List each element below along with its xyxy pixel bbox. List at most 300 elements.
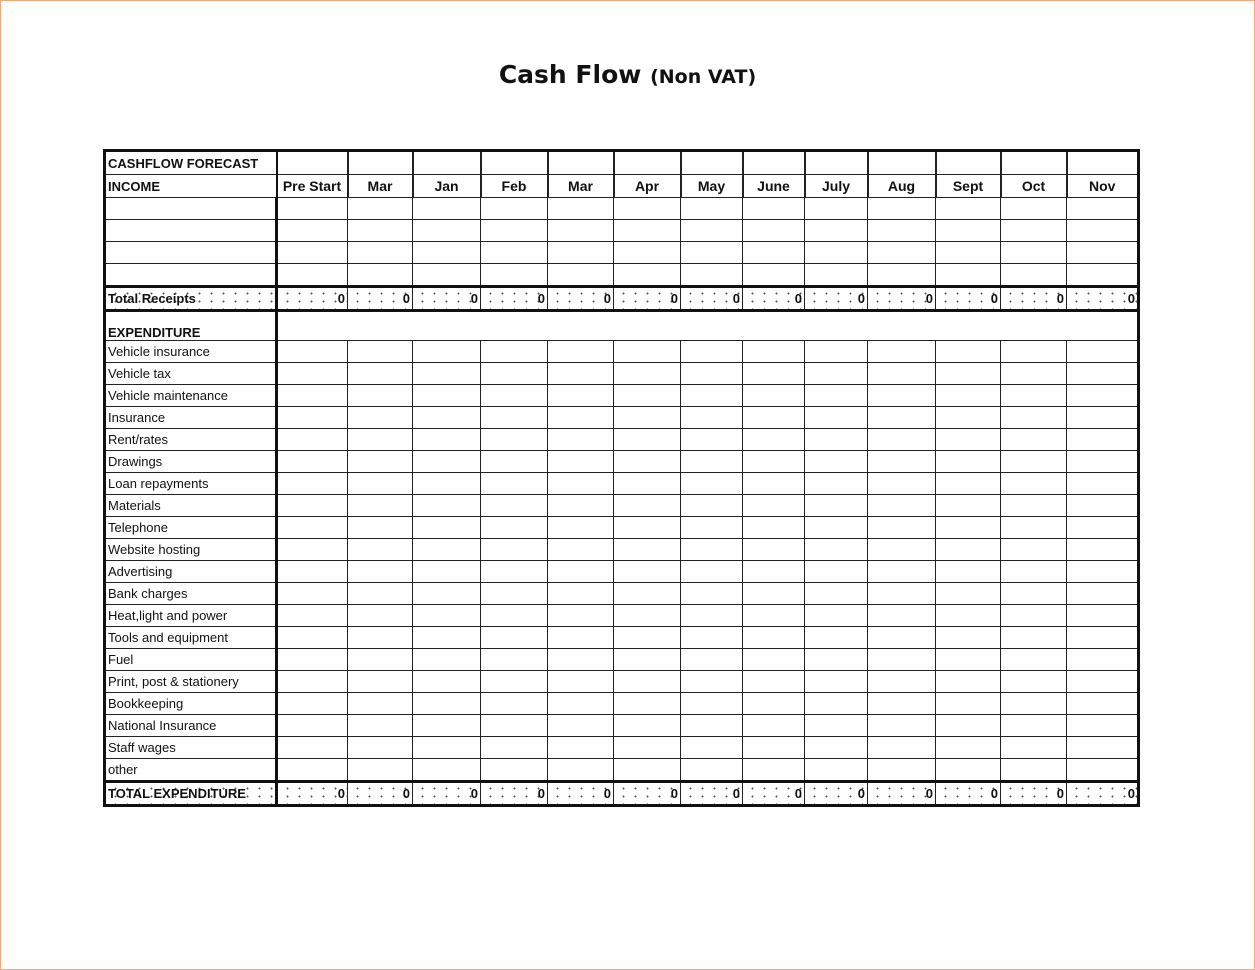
expenditure-cell[interactable] [277,495,348,517]
income-cell[interactable] [348,220,413,242]
expenditure-cell[interactable] [868,495,936,517]
expenditure-cell[interactable] [1067,693,1139,715]
expenditure-cell[interactable] [681,385,743,407]
expenditure-cell[interactable] [805,539,868,561]
expenditure-cell[interactable] [743,429,805,451]
expenditure-cell[interactable] [481,561,548,583]
expenditure-cell[interactable] [481,671,548,693]
income-cell[interactable] [936,220,1001,242]
expenditure-cell[interactable] [1001,539,1067,561]
expenditure-cell[interactable] [936,715,1001,737]
blank-cell[interactable] [1067,151,1139,175]
expenditure-cell[interactable] [277,627,348,649]
income-cell[interactable] [548,198,614,220]
expenditure-cell[interactable] [548,363,614,385]
expenditure-cell[interactable] [614,605,681,627]
income-cell[interactable] [614,264,681,287]
expenditure-cell[interactable] [277,539,348,561]
income-cell[interactable] [614,198,681,220]
expenditure-cell[interactable] [481,737,548,759]
blank-cell[interactable] [868,151,936,175]
income-cell[interactable] [868,220,936,242]
expenditure-cell[interactable] [681,649,743,671]
expenditure-cell[interactable] [805,737,868,759]
expenditure-cell[interactable] [805,583,868,605]
expenditure-cell[interactable] [481,759,548,782]
expenditure-cell[interactable] [614,341,681,363]
expenditure-cell[interactable] [277,429,348,451]
expenditure-cell[interactable] [805,561,868,583]
expenditure-cell[interactable] [743,341,805,363]
income-cell[interactable] [805,198,868,220]
expenditure-cell[interactable] [1001,649,1067,671]
expenditure-cell[interactable] [348,495,413,517]
expenditure-cell[interactable] [413,605,481,627]
expenditure-cell[interactable] [805,715,868,737]
expenditure-cell[interactable] [868,517,936,539]
expenditure-cell[interactable] [805,341,868,363]
income-cell[interactable] [743,220,805,242]
income-cell[interactable] [743,198,805,220]
expenditure-cell[interactable] [1067,759,1139,782]
blank-cell[interactable] [743,151,805,175]
expenditure-cell[interactable] [614,517,681,539]
expenditure-cell[interactable] [805,451,868,473]
expenditure-cell[interactable] [614,495,681,517]
expenditure-cell[interactable] [614,385,681,407]
expenditure-cell[interactable] [277,737,348,759]
expenditure-cell[interactable] [681,517,743,539]
expenditure-cell[interactable] [868,385,936,407]
expenditure-cell[interactable] [805,495,868,517]
income-cell[interactable] [1067,264,1139,287]
expenditure-cell[interactable] [1001,429,1067,451]
expenditure-cell[interactable] [277,451,348,473]
expenditure-cell[interactable] [481,363,548,385]
expenditure-cell[interactable] [805,473,868,495]
expenditure-cell[interactable] [548,693,614,715]
income-cell[interactable] [548,220,614,242]
expenditure-cell[interactable] [548,539,614,561]
expenditure-cell[interactable] [681,451,743,473]
expenditure-cell[interactable] [681,715,743,737]
expenditure-cell[interactable] [936,759,1001,782]
expenditure-cell[interactable] [348,407,413,429]
expenditure-cell[interactable] [681,429,743,451]
expenditure-cell[interactable] [743,715,805,737]
income-label-cell[interactable] [105,198,277,220]
expenditure-cell[interactable] [681,759,743,782]
expenditure-cell[interactable] [614,671,681,693]
expenditure-cell[interactable] [868,429,936,451]
expenditure-cell[interactable] [743,759,805,782]
expenditure-cell[interactable] [743,561,805,583]
expenditure-cell[interactable] [348,517,413,539]
expenditure-cell[interactable] [413,737,481,759]
expenditure-cell[interactable] [1067,583,1139,605]
expenditure-cell[interactable] [481,649,548,671]
income-label-cell[interactable] [105,242,277,264]
expenditure-cell[interactable] [614,737,681,759]
expenditure-cell[interactable] [805,407,868,429]
expenditure-cell[interactable] [277,407,348,429]
expenditure-cell[interactable] [548,561,614,583]
income-cell[interactable] [743,242,805,264]
expenditure-cell[interactable] [413,495,481,517]
expenditure-cell[interactable] [481,451,548,473]
expenditure-cell[interactable] [681,341,743,363]
expenditure-cell[interactable] [1067,473,1139,495]
income-cell[interactable] [413,264,481,287]
expenditure-cell[interactable] [413,473,481,495]
income-cell[interactable] [481,242,548,264]
expenditure-cell[interactable] [348,583,413,605]
expenditure-cell[interactable] [743,627,805,649]
income-cell[interactable] [481,220,548,242]
income-cell[interactable] [1001,264,1067,287]
expenditure-cell[interactable] [805,363,868,385]
expenditure-cell[interactable] [413,715,481,737]
expenditure-cell[interactable] [1067,539,1139,561]
expenditure-cell[interactable] [413,429,481,451]
expenditure-cell[interactable] [868,671,936,693]
expenditure-cell[interactable] [936,627,1001,649]
income-cell[interactable] [413,242,481,264]
blank-cell[interactable] [413,151,481,175]
blank-cell[interactable] [481,151,548,175]
expenditure-cell[interactable] [1001,517,1067,539]
expenditure-cell[interactable] [936,407,1001,429]
blank-cell[interactable] [548,151,614,175]
expenditure-cell[interactable] [548,495,614,517]
expenditure-cell[interactable] [868,561,936,583]
income-cell[interactable] [413,220,481,242]
expenditure-cell[interactable] [614,561,681,583]
expenditure-cell[interactable] [413,671,481,693]
expenditure-cell[interactable] [548,341,614,363]
expenditure-cell[interactable] [548,759,614,782]
expenditure-cell[interactable] [413,583,481,605]
expenditure-cell[interactable] [548,605,614,627]
income-cell[interactable] [614,220,681,242]
expenditure-cell[interactable] [936,451,1001,473]
expenditure-cell[interactable] [743,385,805,407]
expenditure-cell[interactable] [868,583,936,605]
expenditure-cell[interactable] [1001,693,1067,715]
expenditure-cell[interactable] [614,539,681,561]
expenditure-cell[interactable] [614,649,681,671]
expenditure-cell[interactable] [868,627,936,649]
blank-cell[interactable] [936,151,1001,175]
expenditure-cell[interactable] [548,627,614,649]
income-cell[interactable] [1001,242,1067,264]
income-cell[interactable] [681,220,743,242]
expenditure-cell[interactable] [413,517,481,539]
expenditure-cell[interactable] [743,363,805,385]
expenditure-cell[interactable] [348,341,413,363]
income-cell[interactable] [936,198,1001,220]
expenditure-cell[interactable] [1001,363,1067,385]
expenditure-cell[interactable] [481,429,548,451]
expenditure-cell[interactable] [548,715,614,737]
expenditure-cell[interactable] [481,495,548,517]
expenditure-cell[interactable] [868,539,936,561]
expenditure-cell[interactable] [936,341,1001,363]
expenditure-cell[interactable] [936,671,1001,693]
income-cell[interactable] [868,264,936,287]
expenditure-cell[interactable] [481,715,548,737]
expenditure-cell[interactable] [614,583,681,605]
expenditure-cell[interactable] [743,473,805,495]
expenditure-cell[interactable] [868,649,936,671]
income-label-cell[interactable] [105,220,277,242]
expenditure-cell[interactable] [277,385,348,407]
expenditure-cell[interactable] [413,451,481,473]
expenditure-cell[interactable] [614,363,681,385]
expenditure-cell[interactable] [868,715,936,737]
expenditure-cell[interactable] [348,671,413,693]
expenditure-cell[interactable] [1001,605,1067,627]
expenditure-cell[interactable] [614,473,681,495]
expenditure-cell[interactable] [743,605,805,627]
expenditure-cell[interactable] [348,385,413,407]
expenditure-cell[interactable] [348,561,413,583]
expenditure-cell[interactable] [936,363,1001,385]
income-label-cell[interactable] [105,264,277,287]
expenditure-cell[interactable] [277,649,348,671]
expenditure-cell[interactable] [743,539,805,561]
expenditure-cell[interactable] [681,363,743,385]
expenditure-cell[interactable] [1001,385,1067,407]
expenditure-cell[interactable] [1067,495,1139,517]
expenditure-cell[interactable] [681,693,743,715]
income-cell[interactable] [277,198,348,220]
expenditure-cell[interactable] [413,539,481,561]
expenditure-cell[interactable] [743,517,805,539]
expenditure-cell[interactable] [548,473,614,495]
expenditure-cell[interactable] [936,561,1001,583]
expenditure-cell[interactable] [277,715,348,737]
blank-cell[interactable] [805,151,868,175]
income-cell[interactable] [1001,220,1067,242]
expenditure-cell[interactable] [805,605,868,627]
expenditure-cell[interactable] [277,561,348,583]
expenditure-cell[interactable] [348,759,413,782]
expenditure-cell[interactable] [413,759,481,782]
expenditure-cell[interactable] [1067,451,1139,473]
expenditure-cell[interactable] [548,517,614,539]
expenditure-cell[interactable] [936,495,1001,517]
expenditure-cell[interactable] [1001,627,1067,649]
expenditure-cell[interactable] [681,561,743,583]
expenditure-cell[interactable] [681,605,743,627]
expenditure-cell[interactable] [277,759,348,782]
expenditure-cell[interactable] [936,517,1001,539]
expenditure-cell[interactable] [614,627,681,649]
expenditure-cell[interactable] [936,429,1001,451]
expenditure-cell[interactable] [868,407,936,429]
income-cell[interactable] [348,242,413,264]
expenditure-cell[interactable] [548,451,614,473]
expenditure-cell[interactable] [413,341,481,363]
expenditure-cell[interactable] [805,693,868,715]
expenditure-cell[interactable] [548,737,614,759]
expenditure-cell[interactable] [936,473,1001,495]
expenditure-cell[interactable] [548,429,614,451]
expenditure-cell[interactable] [614,429,681,451]
expenditure-cell[interactable] [481,517,548,539]
income-cell[interactable] [348,198,413,220]
expenditure-cell[interactable] [481,539,548,561]
expenditure-cell[interactable] [277,363,348,385]
expenditure-cell[interactable] [614,451,681,473]
income-cell[interactable] [277,264,348,287]
expenditure-cell[interactable] [681,583,743,605]
expenditure-cell[interactable] [277,473,348,495]
income-cell[interactable] [1067,198,1139,220]
expenditure-cell[interactable] [743,671,805,693]
expenditure-cell[interactable] [1067,407,1139,429]
expenditure-cell[interactable] [805,429,868,451]
expenditure-cell[interactable] [614,759,681,782]
expenditure-cell[interactable] [868,759,936,782]
expenditure-cell[interactable] [805,627,868,649]
expenditure-cell[interactable] [348,649,413,671]
expenditure-cell[interactable] [1001,451,1067,473]
expenditure-cell[interactable] [1067,363,1139,385]
expenditure-cell[interactable] [936,737,1001,759]
income-cell[interactable] [1067,220,1139,242]
income-cell[interactable] [743,264,805,287]
income-cell[interactable] [868,198,936,220]
expenditure-cell[interactable] [1001,495,1067,517]
expenditure-cell[interactable] [936,693,1001,715]
expenditure-cell[interactable] [1067,737,1139,759]
income-cell[interactable] [805,242,868,264]
expenditure-cell[interactable] [743,407,805,429]
expenditure-cell[interactable] [348,737,413,759]
income-cell[interactable] [805,264,868,287]
expenditure-cell[interactable] [548,671,614,693]
expenditure-cell[interactable] [868,605,936,627]
expenditure-cell[interactable] [348,539,413,561]
expenditure-cell[interactable] [805,759,868,782]
expenditure-cell[interactable] [614,715,681,737]
expenditure-cell[interactable] [805,671,868,693]
expenditure-cell[interactable] [868,341,936,363]
expenditure-cell[interactable] [1001,671,1067,693]
expenditure-cell[interactable] [868,693,936,715]
blank-cell[interactable] [614,151,681,175]
expenditure-cell[interactable] [681,473,743,495]
expenditure-cell[interactable] [413,407,481,429]
income-cell[interactable] [681,198,743,220]
expenditure-cell[interactable] [1067,429,1139,451]
income-cell[interactable] [548,264,614,287]
expenditure-cell[interactable] [1001,759,1067,782]
income-cell[interactable] [868,242,936,264]
expenditure-cell[interactable] [805,517,868,539]
income-cell[interactable] [805,220,868,242]
expenditure-cell[interactable] [1067,517,1139,539]
expenditure-cell[interactable] [1001,583,1067,605]
income-cell[interactable] [277,242,348,264]
expenditure-cell[interactable] [681,495,743,517]
expenditure-cell[interactable] [743,583,805,605]
expenditure-cell[interactable] [413,627,481,649]
blank-cell[interactable] [277,151,348,175]
expenditure-cell[interactable] [1067,715,1139,737]
blank-cell[interactable] [681,151,743,175]
expenditure-cell[interactable] [481,341,548,363]
blank-cell[interactable] [1001,151,1067,175]
expenditure-cell[interactable] [1067,561,1139,583]
expenditure-cell[interactable] [413,693,481,715]
expenditure-cell[interactable] [413,385,481,407]
expenditure-cell[interactable] [681,627,743,649]
income-cell[interactable] [681,264,743,287]
expenditure-cell[interactable] [743,649,805,671]
expenditure-cell[interactable] [743,737,805,759]
expenditure-cell[interactable] [868,473,936,495]
expenditure-cell[interactable] [1067,671,1139,693]
expenditure-cell[interactable] [681,539,743,561]
expenditure-cell[interactable] [1067,627,1139,649]
expenditure-cell[interactable] [277,517,348,539]
expenditure-cell[interactable] [614,407,681,429]
expenditure-cell[interactable] [868,737,936,759]
expenditure-cell[interactable] [548,385,614,407]
expenditure-cell[interactable] [936,649,1001,671]
expenditure-cell[interactable] [936,539,1001,561]
expenditure-cell[interactable] [1067,649,1139,671]
expenditure-cell[interactable] [348,451,413,473]
expenditure-cell[interactable] [348,627,413,649]
expenditure-cell[interactable] [548,583,614,605]
expenditure-cell[interactable] [936,385,1001,407]
expenditure-cell[interactable] [277,341,348,363]
expenditure-cell[interactable] [681,671,743,693]
expenditure-cell[interactable] [1001,341,1067,363]
expenditure-cell[interactable] [1001,737,1067,759]
expenditure-cell[interactable] [413,561,481,583]
expenditure-cell[interactable] [743,495,805,517]
income-cell[interactable] [548,242,614,264]
income-cell[interactable] [1067,242,1139,264]
expenditure-cell[interactable] [277,671,348,693]
expenditure-cell[interactable] [413,363,481,385]
expenditure-cell[interactable] [743,693,805,715]
expenditure-cell[interactable] [413,649,481,671]
expenditure-cell[interactable] [548,649,614,671]
expenditure-cell[interactable] [481,473,548,495]
blank-cell[interactable] [348,151,413,175]
expenditure-cell[interactable] [277,583,348,605]
expenditure-cell[interactable] [1067,605,1139,627]
expenditure-cell[interactable] [868,363,936,385]
expenditure-cell[interactable] [614,693,681,715]
income-cell[interactable] [614,242,681,264]
expenditure-cell[interactable] [936,605,1001,627]
income-cell[interactable] [348,264,413,287]
expenditure-cell[interactable] [481,627,548,649]
income-cell[interactable] [481,264,548,287]
expenditure-cell[interactable] [348,363,413,385]
expenditure-cell[interactable] [743,451,805,473]
expenditure-cell[interactable] [348,429,413,451]
income-cell[interactable] [413,198,481,220]
expenditure-cell[interactable] [936,583,1001,605]
